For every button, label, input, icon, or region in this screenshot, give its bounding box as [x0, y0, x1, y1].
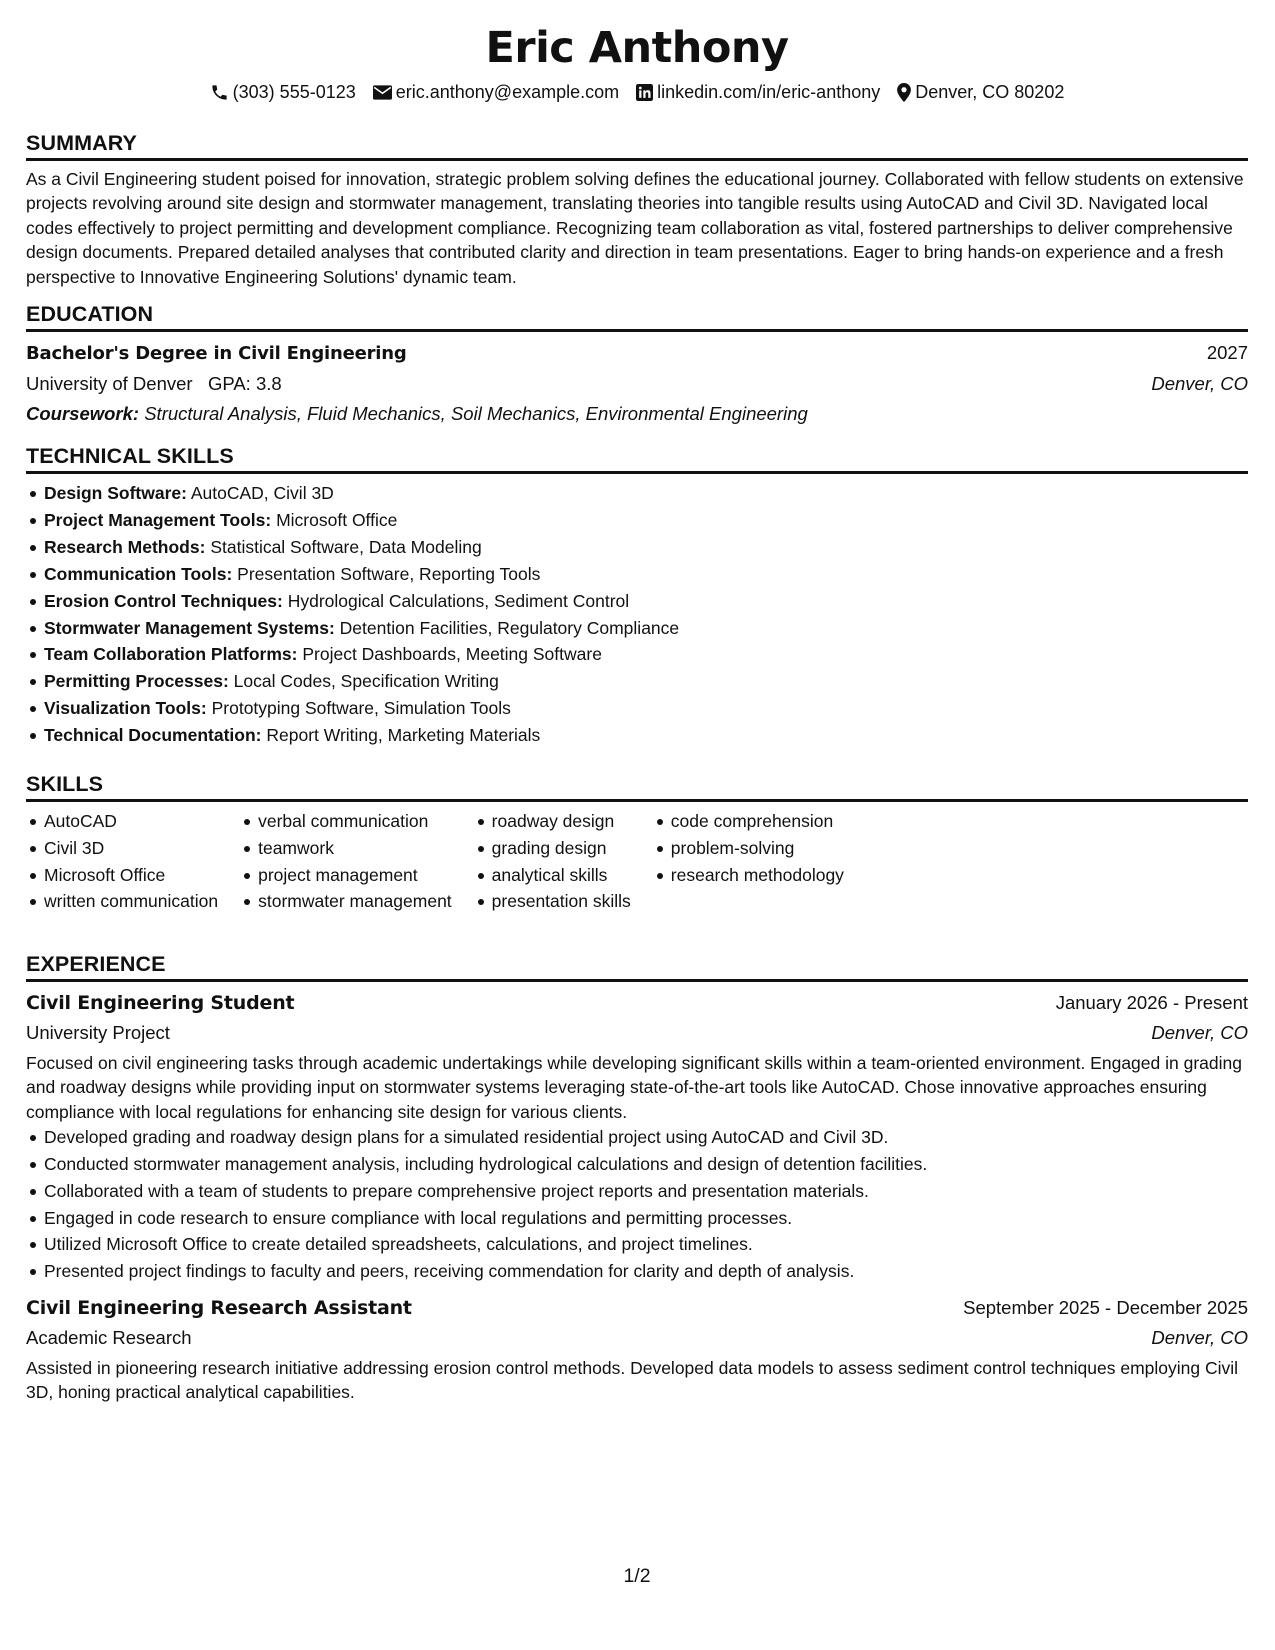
job-dates: January 2026 - Present [1055, 992, 1248, 1013]
school-row [26, 369, 1248, 399]
job-entry [26, 988, 1248, 1285]
skills-column [474, 808, 631, 915]
technical-skills-section [26, 442, 1248, 749]
job-summary: Focused on civil engineering tasks through academic undertakings while developing significant skills within a team-oriented environment. Engaged in grading and roadway designs while providing input on stormwater systems leveraging state-of-the-art tools like AutoCAD. Chose innovative approaches ensuring compliance with local regulations for enhancing site design for various clients. [26, 1053, 1242, 1122]
skill-values: AutoCAD, Civil 3D [190, 483, 334, 503]
linkedin-icon [636, 84, 653, 101]
skills-column [240, 808, 452, 915]
summary-section [26, 129, 1248, 289]
list-item: research methodology [671, 862, 844, 889]
job-location: Denver, CO [1151, 1022, 1248, 1043]
candidate-name: Eric Anthony [485, 23, 789, 73]
list-item: Engaged in code research to ensure compliance with local regulations and permitting processes. [44, 1205, 1248, 1232]
job-org: Academic Research [26, 1327, 192, 1348]
job-dates: September 2025 - December 2025 [963, 1297, 1248, 1318]
list-item [44, 588, 1248, 615]
list-item: Microsoft Office [44, 862, 218, 889]
section-heading: EXPERIENCE [26, 950, 1248, 982]
list-item: Developed grading and roadway design plans for a simulated residential project using AutoCAD and Civil 3D. [44, 1124, 1248, 1151]
section-heading: SUMMARY [26, 129, 1248, 161]
job-org: University Project [26, 1022, 170, 1043]
section-heading: EDUCATION [26, 300, 1248, 332]
school-location: Denver, CO [1151, 373, 1248, 394]
job-title: Civil Engineering Research Assistant [26, 1297, 412, 1319]
list-item: code comprehension [671, 808, 844, 835]
skill-values: Report Writing, Marketing Materials [266, 725, 541, 746]
list-item [44, 695, 1248, 722]
skill-category: Research Methods: [44, 536, 206, 557]
contact-bar [26, 79, 1248, 105]
school-info [26, 369, 282, 399]
skill-category: Project Management Tools: [44, 509, 272, 530]
job-org-row [26, 1018, 1248, 1048]
skill-category: Team Collaboration Platforms: [44, 644, 298, 665]
skill-values: Presentation Software, Reporting Tools [237, 563, 541, 584]
skill-values: Project Dashboards, Meeting Software [302, 644, 602, 665]
skill-values: Hydrological Calculations, Sediment Control [287, 590, 630, 611]
list-item: project management [258, 862, 452, 889]
list-item: Civil 3D [44, 835, 218, 862]
list-item: analytical skills [492, 862, 631, 889]
list-item: grading design [492, 835, 631, 862]
summary-text: As a Civil Engineering student poised for innovation, strategic problem solving defines the educational journey. Collaborated with fellow students on extensive projects revolving around site design and stormwater management, translating theories into tangible results using AutoCAD and Civil 3D. Navigated local codes effectively to project permitting and development compliance. Recognizing team collaboration as vital, fostered partnerships to deliver comprehensive design documents. Prepared detailed analyses that contributed clarity and direction in team presentations. Eager to bring hands-on experience and a fresh perspective to Innovative Engineering Solutions' dynamic team. [26, 169, 1244, 287]
degree-title: Bachelor's Degree in Civil Engineering [26, 343, 407, 364]
skill-values: Local Codes, Specification Writing [233, 671, 499, 692]
list-item [44, 615, 1248, 642]
gpa: GPA: 3.8 [207, 373, 282, 394]
coursework-label: Coursework: [26, 403, 140, 424]
graduation-year: 2027 [1206, 342, 1248, 363]
skill-values: Detention Facilities, Regulatory Compliance [339, 617, 680, 638]
job-org-row [26, 1323, 1248, 1353]
skill-values: Microsoft Office [276, 509, 398, 530]
location-text: Denver, CO 80202 [915, 82, 1065, 102]
education-section [26, 300, 1248, 429]
list-item: Conducted stormwater management analysis, including hydrological calculations and design of detention facilities. [44, 1151, 1248, 1178]
list-item: presentation skills [492, 888, 631, 915]
section-heading: TECHNICAL SKILLS [26, 442, 1248, 474]
list-item: Presented project findings to faculty and peers, receiving commendation for clarity and depth of analysis. [44, 1258, 1248, 1285]
list-item: teamwork [258, 835, 452, 862]
skill-category: Technical Documentation: [44, 725, 262, 746]
skill-category: Design Software: [44, 483, 187, 503]
skill-category: Stormwater Management Systems: [44, 617, 335, 638]
coursework-list: Structural Analysis, Fluid Mechanics, Soil Mechanics, Environmental Engineering [144, 403, 808, 424]
job-summary: Assisted in pioneering research initiative addressing erosion control methods. Developed data models to assess sediment control techniques employing Civil 3D, honing practical analytical capabilities. [26, 1358, 1239, 1403]
list-item: Collaborated with a team of students to prepare comprehensive project reports and presentation materials. [44, 1178, 1248, 1205]
phone-icon [210, 83, 229, 102]
job-entry [26, 1293, 1248, 1405]
list-item: AutoCAD [44, 808, 218, 835]
skills-grid [26, 808, 1248, 915]
list-item [44, 722, 1248, 749]
job-title-row [26, 988, 1248, 1018]
skill-category: Communication Tools: [44, 563, 233, 584]
contact-location [897, 79, 1064, 105]
degree-row [26, 338, 1248, 369]
contact-phone [210, 79, 356, 105]
list-item: problem-solving [671, 835, 844, 862]
resume-page [26, 0, 1248, 1650]
list-item: verbal communication [258, 808, 452, 835]
list-item [44, 534, 1248, 561]
skills-column [26, 808, 218, 915]
list-item: written communication [44, 888, 218, 915]
list-item [44, 668, 1248, 695]
skill-category: Permitting Processes: [44, 671, 229, 692]
email-link[interactable]: eric.anthony@example.com [395, 82, 620, 102]
phone-text[interactable]: (303) 555-0123 [232, 82, 356, 102]
skill-category: Erosion Control Techniques: [44, 590, 283, 611]
technical-skills-list [26, 480, 1248, 749]
list-item [44, 480, 1248, 507]
list-item: Utilized Microsoft Office to create detailed spreadsheets, calculations, and project timelines. [44, 1231, 1248, 1258]
envelope-icon [373, 85, 392, 100]
job-bullets [26, 1124, 1248, 1285]
skills-column [653, 808, 844, 915]
page-number: 1/2 [623, 1565, 651, 1587]
list-item: roadway design [492, 808, 631, 835]
skill-values: Statistical Software, Data Modeling [210, 536, 482, 557]
section-heading: SKILLS [26, 770, 1248, 802]
job-title-row [26, 1293, 1248, 1323]
school-name: University of Denver [26, 373, 193, 394]
linkedin-link[interactable]: linkedin.com/in/eric-anthony [657, 82, 881, 102]
coursework-line [26, 399, 1248, 429]
list-item [44, 561, 1248, 588]
map-pin-icon [897, 83, 911, 102]
list-item [44, 641, 1248, 668]
skill-category: Visualization Tools: [44, 698, 207, 719]
job-title: Civil Engineering Student [26, 992, 295, 1014]
contact-linkedin [636, 79, 880, 105]
job-location: Denver, CO [1151, 1327, 1248, 1348]
list-item: stormwater management [258, 888, 452, 915]
skill-values: Prototyping Software, Simulation Tools [211, 698, 511, 719]
experience-section [26, 950, 1248, 1405]
list-item [44, 507, 1248, 534]
contact-email [373, 79, 619, 105]
skills-section [26, 770, 1248, 915]
